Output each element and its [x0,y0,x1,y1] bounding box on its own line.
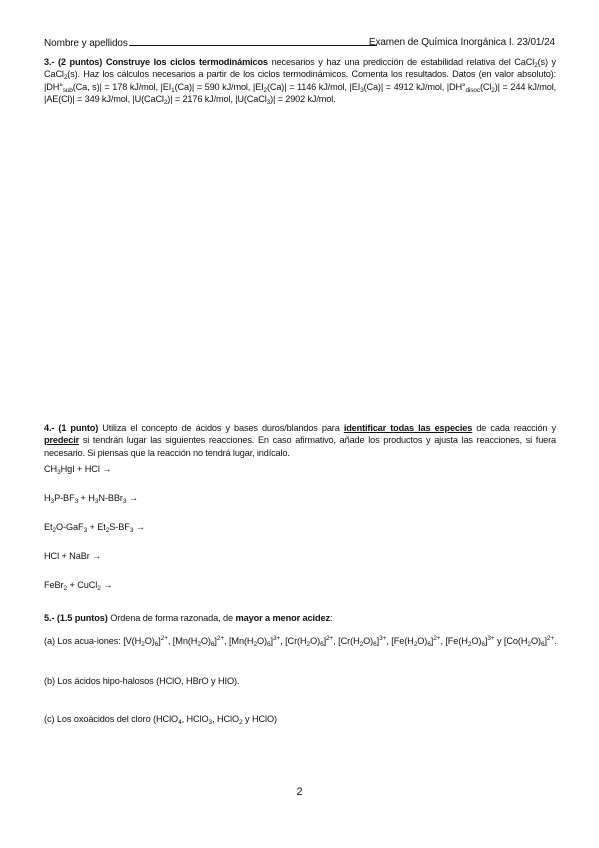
page-number: 2 [296,786,303,798]
q3-lead: 3.- (2 puntos) Construye los ciclos termodinámicos [44,57,268,67]
q5-emph: mayor a menor acidez [235,613,331,623]
q5-part-b: (b) Los ácidos hipo-halosos (HClO, HBrO y HIO). [44,676,240,686]
q5-part-c: (c) Los oxoácidos del cloro (HClO$_4$, HClO$_3$, HClO$_2$ y HClO) [44,714,277,726]
exam-title: Examen de Química Inorgánica I. 23/01/24 [368,37,555,48]
reaction-5: FeBr$_2$ + CuCl$_2$ → [44,580,113,592]
question-4: 4.- (1 punto) Utiliza el concepto de ácidos y bases duros/blandos para identificar todas las especies de cada reacción y predecir si tendrán lugar las siguientes reacciones. En caso afirmativo, añade los productos y ajusta las reacciones, si fuera necesario. Si piensas que la reacción no tendrá lugar, indícalo. [44,423,556,458]
reaction-3: $Et_2O-GaF_3 + Et_2S-BF_3$ → [44,522,145,534]
reaction-4: HCl + NaBr → [44,551,102,561]
name-blank-line[interactable] [129,37,377,46]
name-label: Nombre y apellidos [44,38,128,49]
question-5: 5.- (1.5 puntos) Ordena de forma razonada, de mayor a menor acidez: [44,613,333,623]
reaction-2: $H_3P-BF_3 + H_3N-BBr_3$ → [44,493,138,505]
page-header [44,37,555,50]
q4-emph-predict: predecir [44,435,80,446]
q5-part-a: (a) Los acua-iones: $[V(H_2O)_6]^{2+}$, $[Mn(H_2O)_6]^{2+}$, $[Mn(H_2O)_6]^{3+}$, $[Cr(H_2O)_6]^{2+}$, $[Cr(H_2O)_6]^{3+}$, $[Fe(H_2O)_6]^{2+}$, $[Fe(H_2O)_6]^{3+}$ y $[Co(H_2O)_6]^{2+}$. [44,635,557,648]
reaction-1: $CH_3HgI$ + HCl → [44,464,112,476]
q4-lead: 4.- (1 punto) [44,423,99,433]
question-3: 3.- (2 puntos) Construye los ciclos termodinámicos necesarios y haz una predicción de estabilidad relativa del CaCl$_2$(s) y CaCl$_2$(s). Haz los cálculos necesarios a partir de los ciclos termodinámicos. Comenta los resultados. Datos (en valor absoluto): $|DH^\circ_{sub}(Ca$, s)| = 178 kJ/mol, $|EI_1(Ca)| = 590$ kJ/mol, $|EI_2(Ca)| = 1146$ kJ/mol, $|EI_3(Ca)| = 4912$ kJ/mol, $|DH^\circ_{disoc}(Cl_2)| = 244$ kJ/mol, |AE(Cl)| = 349 kJ/mol, |U(CaCl$_2$)| = 2176 kJ/mol, |U(CaCl$_3$)| = 2902 kJ/mol. [44,57,556,107]
q4-emph-identify: identificar todas las especies [343,423,473,433]
q5-lead: 5.- (1.5 puntos) [44,613,108,623]
